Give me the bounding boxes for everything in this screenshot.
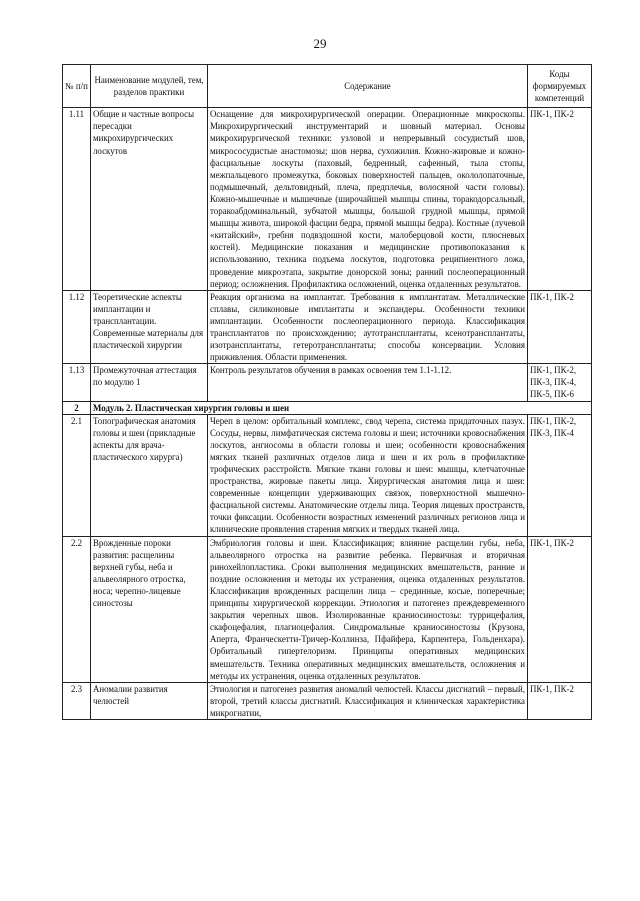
row-codes: ПК-1, ПК-2 [528,108,592,290]
row-content: Череп в целом: орбитальный комплекс, свод черепа, система придаточных пазух. Сосуды, нервы, лимфатическая система головы и шеи; источники кровоснабжения лоскутов, ангиосомы в области головы и шеи; особенности кровоснабжения мягких тканей различных отделов лица и шеи и их роль в профилактике трофических расстройств. Мягкие ткани головы и шеи: мышцы, клетчаточные пространства, жировые пакеты лица. Хирургическая анатомия лица и шеи: современные концепции удерживающих связок, поверхностной мышечно-фасциальной системы. Анатомические отделы лица. Теория лицевых пространств, точки фиксации. Особенности возрастных изменений различных регионов лица и клинические проявления старения мягких и твердых тканей лица. [208,414,528,536]
syllabus-table [62,64,592,720]
row-content: Реакция организма на имплантат. Требования к имплантатам. Металлические сплавы, силиконовые имплантаты и экспандеры. Особенности техники имплантации. Особенности послеоперационного периода. Классификация трансплантатов по происхождению; аутотрансплантаты, ксенотрансплантаты, изотрансплантаты, гетеротрансплантаты; способы консервации. Условия приживления. Области применения. [208,290,528,364]
table-row [63,682,592,719]
row-topic: Общие и частные вопросы пересадки микрохирургических лоскутов [91,108,208,290]
row-topic: Теоретические аспекты имплантации и трансплантации. Современные материалы для пластической хирургии [91,290,208,364]
row-num: 2.1 [63,414,91,536]
row-codes: ПК-1, ПК-2, ПК-3, ПК-4 [528,414,592,536]
row-content: Этиология и патогенез развития аномалий челюстей. Классы дисгнатий – первый, второй, третий классы дисгнатий. Классификация и клиническая характеристика микрогнатии, [208,682,528,719]
table-row [63,290,592,364]
row-content: Контроль результатов обучения в рамках освоения тем 1.1-1.12. [208,364,528,401]
table-row [63,414,592,536]
row-num: 1.12 [63,290,91,364]
row-topic: Промежуточная аттестация по модулю 1 [91,364,208,401]
table-row [63,536,592,682]
row-num: 2.3 [63,682,91,719]
module-title: Модуль 2. Пластическая хирургия головы и шеи [91,401,592,414]
row-num: 1.11 [63,108,91,290]
page-number: 29 [313,36,327,51]
table-row [63,108,592,290]
module-row [63,401,592,414]
table-row [63,364,592,401]
row-topic: Врожденные пороки развития: расщелины верхней губы, неба и альвеолярного отростка, носа; черепно-лицевые синостозы [91,536,208,682]
row-num: 2.2 [63,536,91,682]
row-content: Оснащение для микрохирургической операции. Операционные микроскопы. Микрохирургический инструментарий и шовный материал. Основы микрохирургической техники: узловой и непрерывный сосудистый шов, микрососудистые анастомозы; шов нерва, сухожилия. Кожно-жировые и кожно-фасциальные лоскуты (паховый, бедренный, сафенный, тыла стопы, межпальцевого промежутка, боковых поверхностей пальцев, окололопаточные, подмышечный, дельтовидный, плеча, предплечья, волосяной части головы). Кожно-мышечные и мышечные (широчайшей мышцы спины, торакодорсальный, торакоабдоминальный, зубчатой мышцы, большой грудной мышцы, прямой мышцы живота, широкой фасции бедра, прямой мышцы бедра). Костные (лучевой «китайский», гребня подвздошной кости, малоберцовой кости, плюсневых костей). Медицинские показания и медицинские противопоказания к использованию, техника подъема лоскутов, подготовка реципиентного ложа, проведение микроэтапа, закрытие донорской зоны; ранний послеоперационный период; осложнения. Профилактика осложнений, оценка отдаленных результатов. [208,108,528,290]
table-header-row [63,65,592,108]
header-name: Наименование модулей, тем, разделов практики [91,65,208,108]
row-codes: ПК-1, ПК-2 [528,290,592,364]
row-codes: ПК-1, ПК-2 [528,682,592,719]
module-num: 2 [63,401,91,414]
header-content: Содержание [208,65,528,108]
row-codes: ПК-1, ПК-2, ПК-3, ПК-4, ПК-5, ПК-6 [528,364,592,401]
row-topic: Аномалии развития челюстей [91,682,208,719]
header-num: № п/п [63,65,91,108]
row-content: Эмбриология головы и шеи. Классификация; влияние расщелин губы, неба, альвеолярного отростка на развитие ребенка. Первичная и вторичная ринохейлопластика. Сроки выполнения медицинских вмешательств, ранние и поздние осложнения и методы их устранения, оценка отдаленных результатов. Классификация врожденных расщелин лица – срединные, косые, поперечные; принципы хирургической коррекции. Этиология и патогенез преждевременного закрытия черепных швов. Изолированные краниосиностозы: туррицефалия, скафоцефалия, плагиоцефалия. Синдромальные краниосиностозы (Крузона, Аперта, Франческетти-Тричер-Коллинза, Пфайфера, Карпентера, Гольденхара). Орбитальный гипертелоризм. Принципы оперативных медицинских вмешательств. Техника оперативных медицинских вмешательств, осложнения и методы их устранения, оценка отдаленных результатов. [208,536,528,682]
row-num: 1.13 [63,364,91,401]
header-codes: Коды формируемых компетенций [528,65,592,108]
row-topic: Топографическая анатомия головы и шеи (прикладные аспекты для врача-пластического хирурга) [91,414,208,536]
row-codes: ПК-1, ПК-2 [528,536,592,682]
